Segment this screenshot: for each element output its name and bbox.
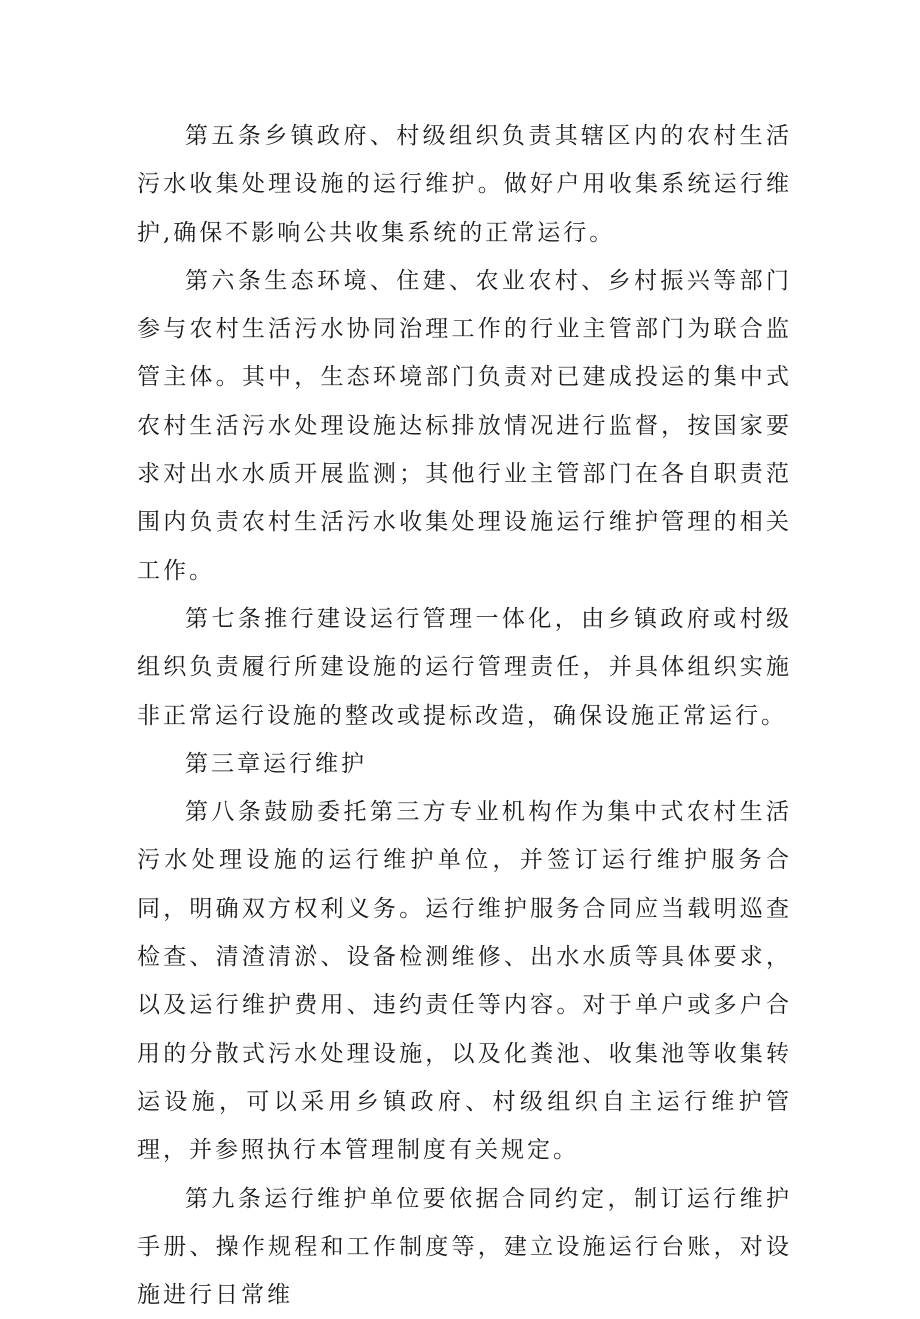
article-8-paragraph: 第八条鼓励委托第三方专业机构作为集中式农村生活污水处理设施的运行维护单位，并签订运行维护服务合同，明确双方权利义务。运行维护服务合同应当载明巡查检查、清渣清淤、设备检测维修、出水水质等具体要求，以及运行维护费用、违约责任等内容。对于单户或多户合用的分散式污水处理设施，以及化粪池、收集池等收集转运设施，可以采用乡镇政府、村级组织自主运行维护管理，并参照执行本管理制度有关规定。 [137,799,792,1164]
article-5-paragraph: 第五条乡镇政府、村级组织负责其辖区内的农村生活污水收集处理设施的运行维护。做好户用收集系统运行维护,确保不影响公共收集系统的正常运行。 [137,123,792,246]
article-7-paragraph: 第七条推行建设运行管理一体化，由乡镇政府或村级组织负责履行所建设施的运行管理责任，并具体组织实施非正常运行设施的整改或提标改造，确保设施正常运行。 [137,605,792,729]
article-9-paragraph: 第九条运行维护单位要依据合同约定，制订运行维护手册、操作规程和工作制度等，建立设施运行台账，对设施进行日常维 [137,1185,792,1309]
chapter-3-heading: 第三章运行维护 [185,750,367,777]
document-body [137,112,792,1319]
article-6-paragraph: 第六条生态环境、住建、农业农村、乡村振兴等部门参与农村生活污水协同治理工作的行业主管部门为联合监管主体。其中，生态环境部门负责对已建成投运的集中式农村生活污水处理设施达标排放情况进行监督，按国家要求对出水水质开展监测；其他行业主管部门在各自职责范围内负责农村生活污水收集处理设施运行维护管理的相关工作。 [137,267,792,584]
